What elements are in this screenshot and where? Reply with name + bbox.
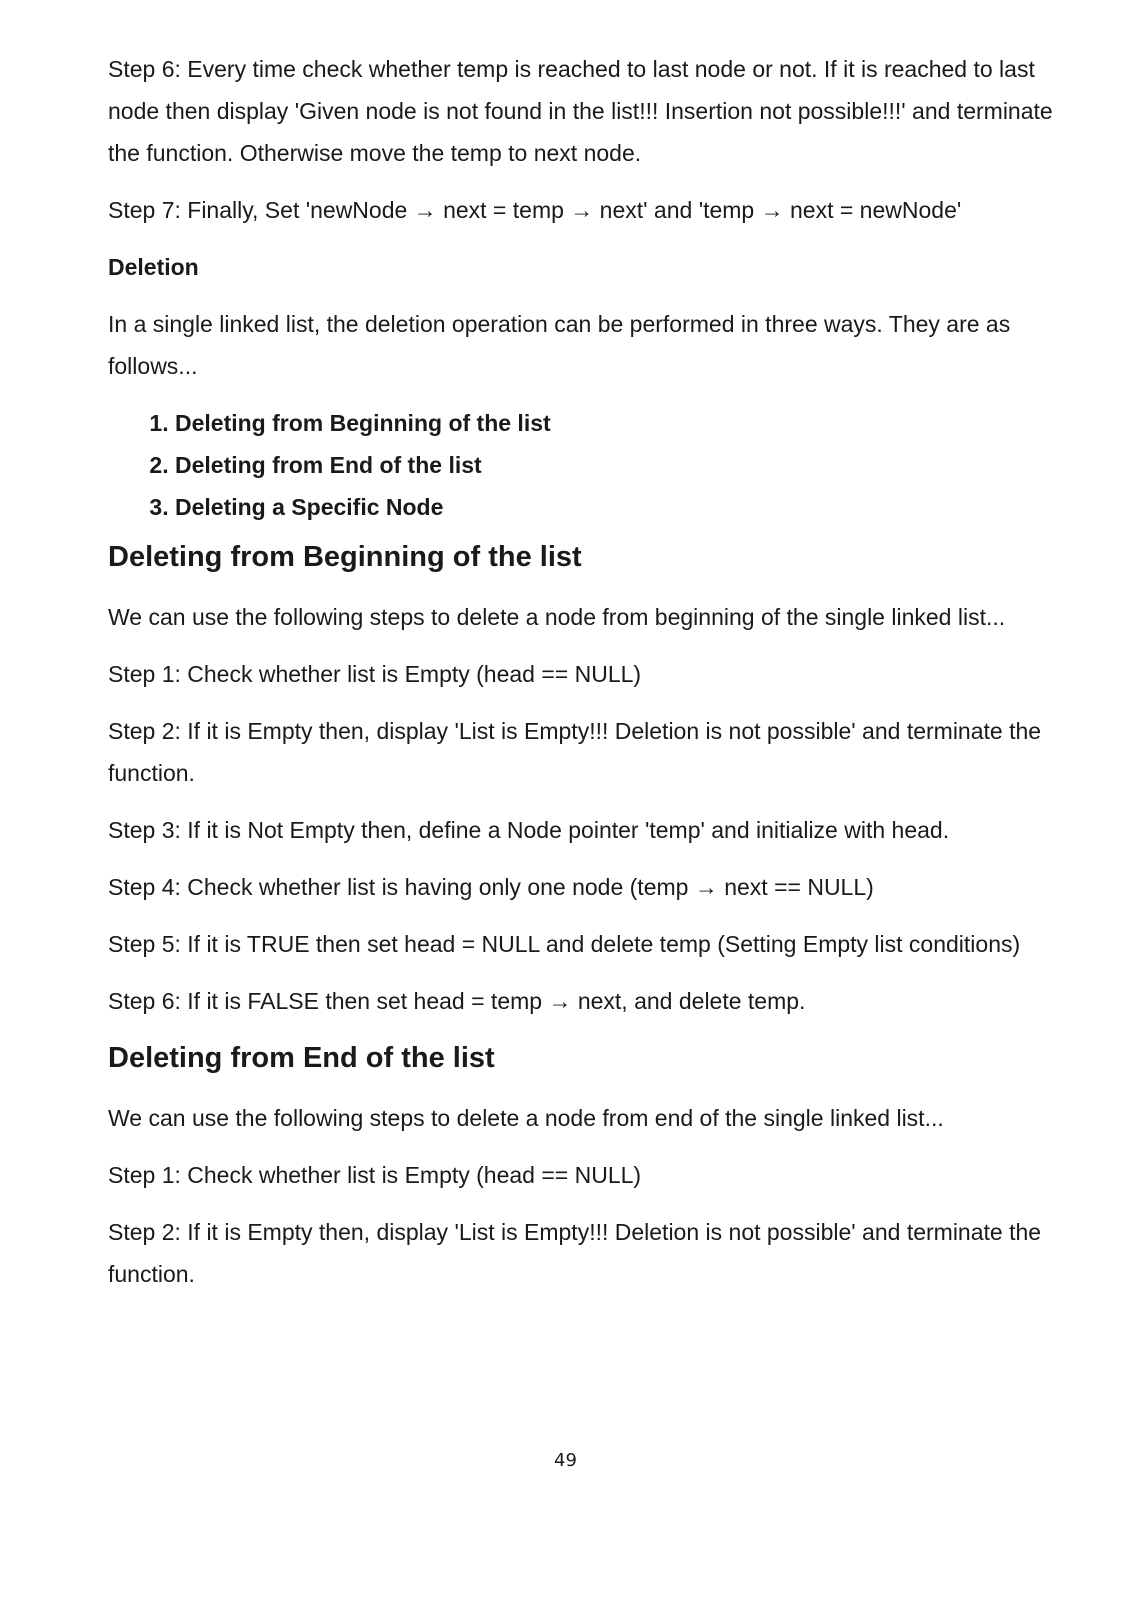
document-page [108,48,1078,1310]
section-heading-end: Deleting from End of the list [108,1042,495,1074]
beginning-step: Step 6: If it is FALSE then set head = temp → next, and delete temp. [108,988,806,1014]
beginning-step: Step 2: If it is Empty then, display 'List is Empty!!! Deletion is not possible' and terminate the function. [108,718,1042,786]
section-heading-beginning: Deleting from Beginning of the list [108,541,582,573]
deletion-way-item: 2. Deleting from End of the list [175,444,1078,486]
end-intro: We can use the following steps to delete a node from end of the single linked list... [108,1105,944,1131]
insertion-step-7: Step 7: Finally, Set 'newNode → next = temp → next' and 'temp → next = newNode' [108,197,962,223]
deletion-intro: In a single linked list, the deletion operation can be performed in three ways. They are as follows... [108,311,1011,379]
beginning-step: Step 1: Check whether list is Empty (head == NULL) [108,661,642,687]
deletion-ways-list [108,402,1078,528]
deletion-way-item: 1. Deleting from Beginning of the list [175,402,1078,444]
deletion-way-item: 3. Deleting a Specific Node [175,486,1078,528]
end-step: Step 1: Check whether list is Empty (head == NULL) [108,1162,642,1188]
beginning-step: Step 5: If it is TRUE then set head = NULL and delete temp (Setting Empty list conditions) [108,931,1021,957]
end-step: Step 2: If it is Empty then, display 'List is Empty!!! Deletion is not possible' and terminate the function. [108,1219,1042,1287]
page-number: 49 [554,1450,577,1471]
deletion-heading: Deletion [108,254,199,280]
beginning-step: Step 3: If it is Not Empty then, define a Node pointer 'temp' and initialize with head. [108,817,950,843]
beginning-step: Step 4: Check whether list is having only one node (temp → next == NULL) [108,874,874,900]
insertion-step-6: Step 6: Every time check whether temp is reached to last node or not. If it is reached to last node then display 'Given node is not found in the list!!! Insertion not possible!!!' and terminate the function. Otherwise move the temp to next node. [108,56,1053,166]
beginning-intro: We can use the following steps to delete a node from beginning of the single linked list... [108,604,1006,630]
